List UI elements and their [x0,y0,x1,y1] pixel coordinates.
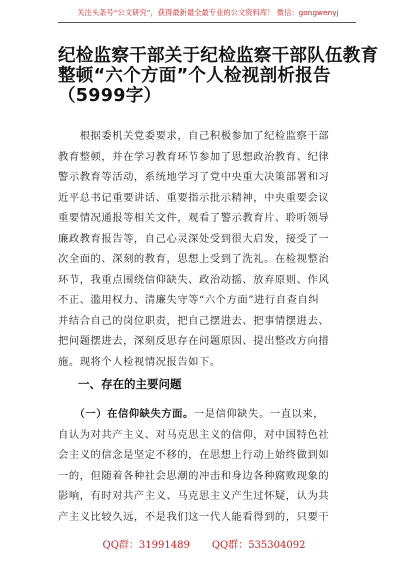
footer-qq-group-2: QQ群：535304092 [211,540,306,551]
body-line: 产主义比较久远，不是我们这一代人能看得到的，只要干 [58,510,330,523]
body-line: 并结合自己的岗位职责，把自己摆进去、把事情摆进去、 [58,314,330,327]
body-line: 一的，但随着各种社会思潮的冲击和身边各种腐败现象的 [58,469,330,482]
body-text-run: 一是信仰缺失。一直以来， [193,408,325,420]
faith-paragraph [58,404,356,527]
document-title [58,46,379,106]
intro-paragraph [58,126,356,372]
section-heading: 一、存在的主要问题 [78,377,182,391]
title-line-2: 整顿“六个方面”个人检视剖析报告 [58,66,331,86]
body-line: 近平总书记重要讲话、重要指示批示精神，中央重要会议 [58,191,330,204]
header-divider [58,22,356,23]
body-line: 根据委机关党委要求，自己积极参加了纪检监察干部 [58,130,330,142]
body-line [58,404,356,425]
body-line: 会主义的信念是坚定不移的，在思想上行动上始终做到如 [58,449,330,461]
title-line-1: 纪检监察干部关于纪检监察干部队伍教育 [58,46,379,66]
body-line: 影响，有时对共产主义、马克思主义产生过怀疑，认为共 [58,490,330,502]
footer [0,536,408,551]
body-line: 重要情况通报等相关文件，观看了警示教育片、聆听领导 [58,212,330,224]
body-line: 廉政教育报告等，自己心灵深处受到很大启发，接受了一 [58,232,330,245]
subsection-heading: （一）在信仰缺失方面。 [79,408,194,420]
body-line: 自认为对共产主义、对马克思主义的信仰，对中国特色社 [58,428,330,441]
body-line: 次全面的、深刻的教育，思想上受到了洗礼。在检视整治 [58,253,330,265]
title-line-3: （5999字） [58,86,162,106]
body-line: 不正、滥用权力、清廉失守等“六个方面”进行自查自纠 [58,294,320,306]
body-line: 把问题摆进去，深刻反思存在问题原因、提出整改方向措 [58,335,330,347]
header-banner: 关注头条号“公文研究”，获得最新最全最专业的公文资料库！ 微信：gongwenyj [77,8,339,17]
body-line: 警示教育等活动，系统地学习了党中央重大决策部署和习 [58,171,330,183]
footer-qq-group-1: QQ群：31991489 [102,540,190,551]
body-line: 教育整顿，并在学习教育环节参加了思想政治教育、纪律 [58,150,330,163]
body-line: 环节，我重点围绕信仰缺失、政治动摇、放弃原则、作风 [58,273,330,286]
body-line: 施。现将个人检视情况报告如下。 [58,355,221,368]
